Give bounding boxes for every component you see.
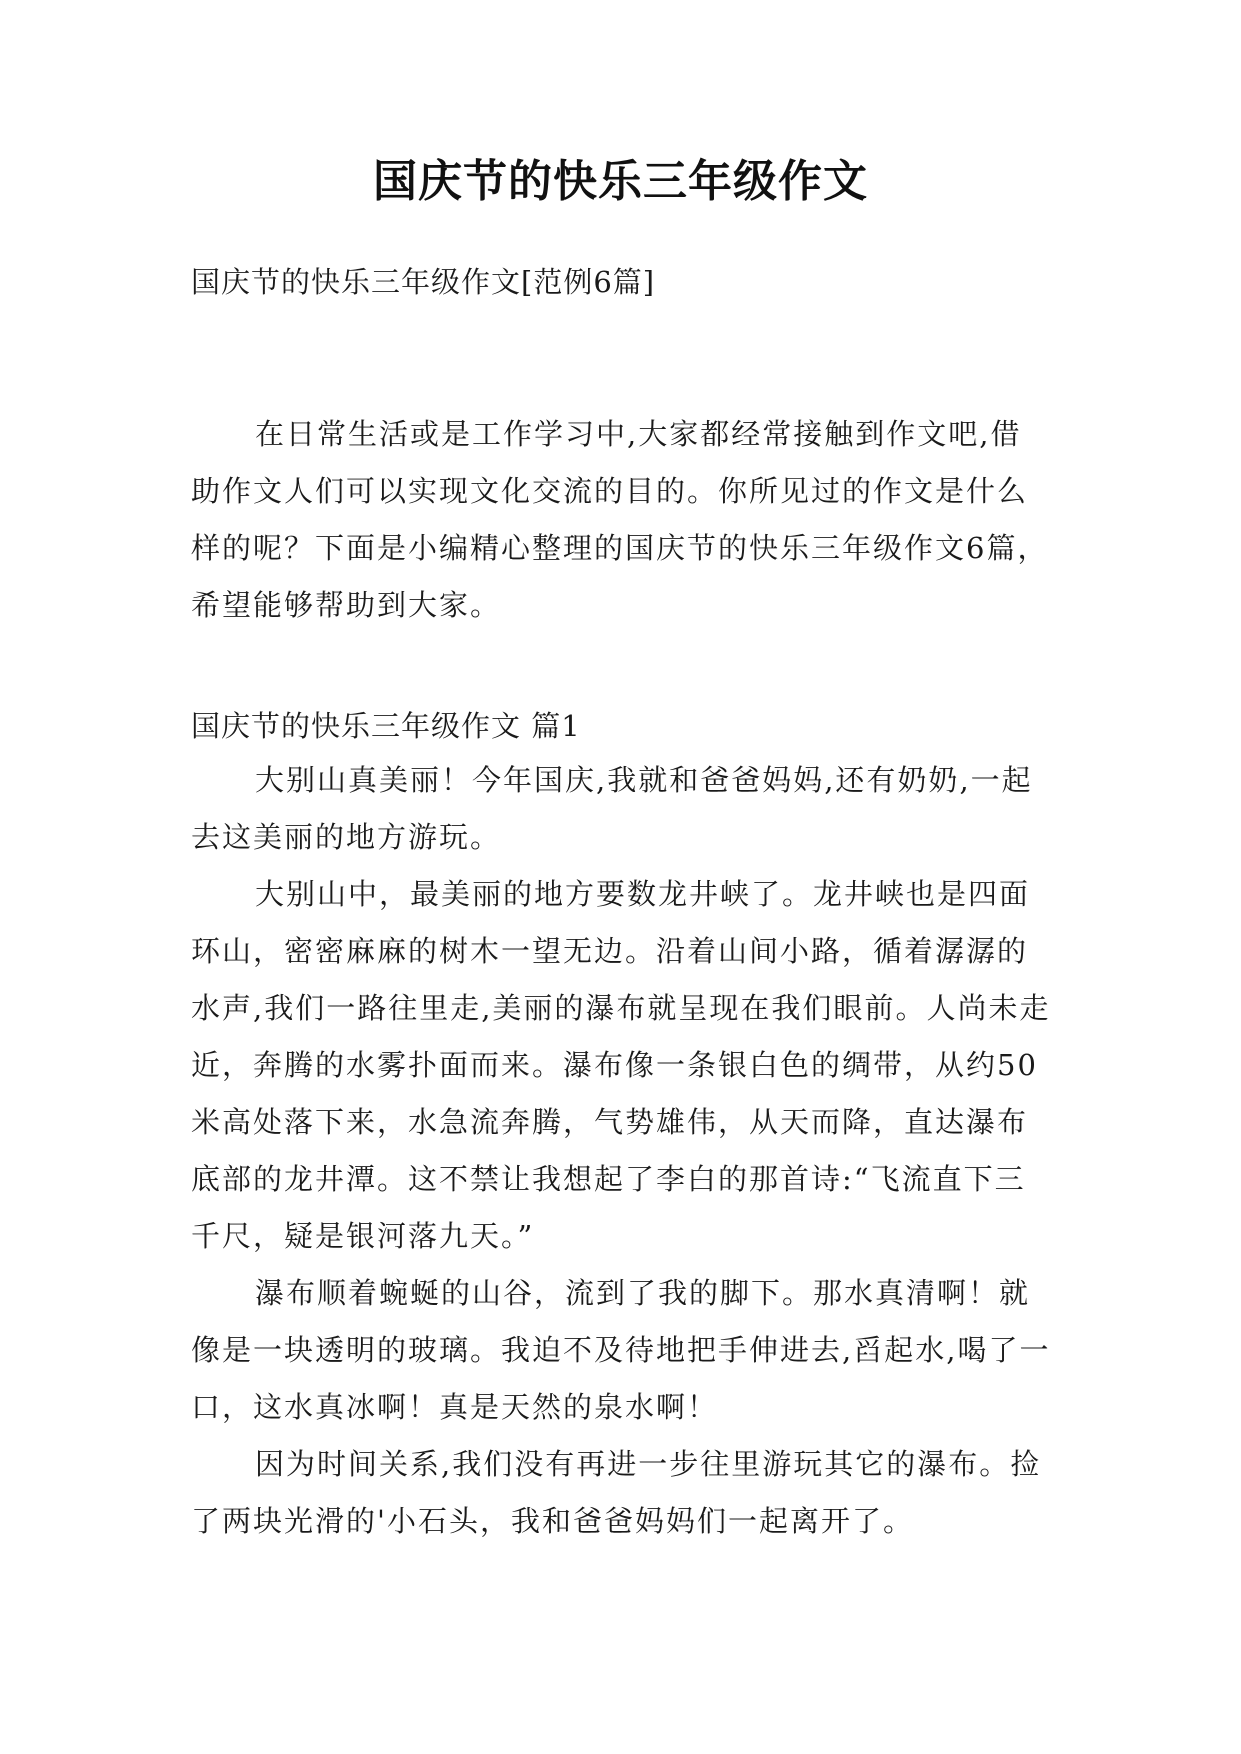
- document-title: 国庆节的快乐三年级作文: [373, 156, 868, 207]
- section-heading: 国庆节的快乐三年级作文 篇1: [191, 709, 581, 743]
- essay-paragraph-3: 瀑布顺着蜿蜒的山谷，流到了我的脚下。那水真清啊！就像是一块透明的玻璃。我迫不及待地把手伸进去,舀起水,喝了一口，这水真冰啊！真是天然的泉水啊！: [191, 1276, 1051, 1424]
- essay-paragraph-4: 因为时间关系,我们没有再进一步往里游玩其它的瀑布。捡了两块光滑的'小石头，我和爸爸妈妈们一起离开了。: [191, 1447, 1042, 1538]
- document-subtitle: 国庆节的快乐三年级作文[范例6篇]: [191, 265, 656, 299]
- intro-paragraph: 在日常生活或是工作学习中,大家都经常接触到作文吧,借助作文人们可以实现文化交流的目的。你所见过的作文是什么样的呢？下面是小编精心整理的国庆节的快乐三年级作文6篇，希望能够帮助到大家。: [191, 417, 1049, 622]
- essay-paragraph-2: 大别山中，最美丽的地方要数龙井峡了。龙井峡也是四面环山，密密麻麻的树木一望无边。沿着山间小路，循着潺潺的水声,我们一路往里走,美丽的瀑布就呈现在我们眼前。人尚未走近，奔腾的水雾扑面而来。瀑布像一条银白色的绸带，从约50米高处落下来，水急流奔腾，气势雄伟，从天而降，直达瀑布底部的龙井潭。这不禁让我想起了李白的那首诗:“飞流直下三千尺，疑是银河落九天。”: [191, 877, 1051, 1253]
- essay-body: [191, 752, 1051, 1550]
- essay-paragraph-1: 大别山真美丽！今年国庆,我就和爸爸妈妈,还有奶奶,一起去这美丽的地方游玩。: [191, 763, 1033, 854]
